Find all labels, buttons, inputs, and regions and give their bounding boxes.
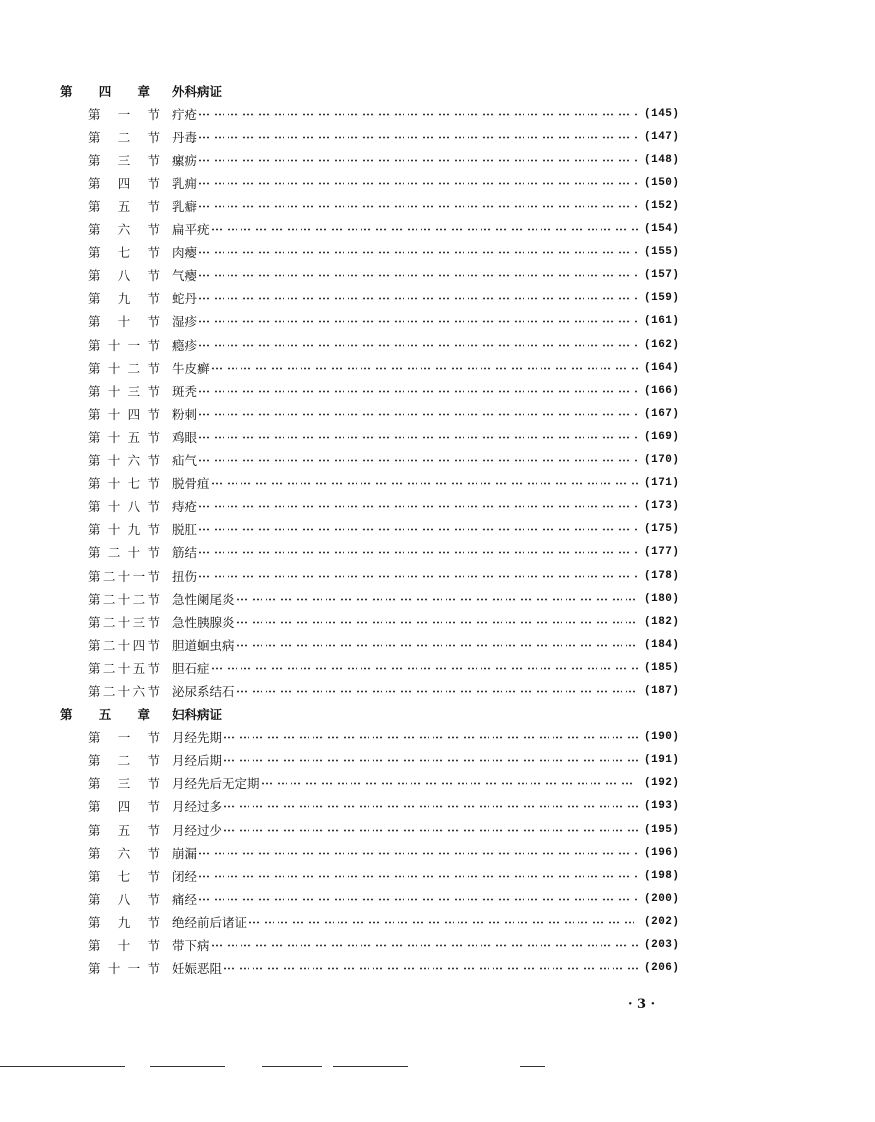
toc-entry	[60, 495, 680, 518]
section-title: 脱肛	[172, 522, 198, 538]
toc-entry	[60, 610, 680, 633]
dot-leader	[198, 434, 638, 440]
toc-entry	[60, 449, 680, 472]
section-page-number: (147)	[644, 130, 680, 143]
section-label: 第八节	[88, 891, 160, 907]
section-label: 第六节	[88, 222, 160, 238]
section-title: 月经先后无定期	[172, 776, 260, 792]
section-label: 第十六节	[88, 453, 160, 469]
dot-leader	[236, 596, 638, 602]
section-page-number: (148)	[644, 153, 680, 166]
scan-artifact-line	[150, 1066, 225, 1067]
section-title: 筋结	[172, 545, 198, 561]
section-page-number: (206)	[644, 962, 680, 975]
section-title: 鸡眼	[172, 429, 198, 445]
dot-leader	[198, 549, 638, 555]
section-label: 第二十四节	[88, 637, 160, 653]
section-page-number: (177)	[644, 546, 680, 559]
toc-entry	[60, 194, 680, 217]
dot-leader	[198, 342, 638, 348]
chapter-title: 妇科病证	[172, 707, 223, 723]
toc-entry	[60, 656, 680, 679]
chapter-heading	[60, 79, 680, 102]
section-title: 痛经	[172, 891, 198, 907]
toc-entry	[60, 379, 680, 402]
section-label: 第二十五节	[88, 660, 160, 676]
section-label: 第二十一节	[88, 568, 160, 584]
section-page-number: (192)	[644, 777, 680, 790]
dot-leader	[236, 642, 638, 648]
section-label: 第五节	[88, 199, 160, 215]
scan-artifact-line	[520, 1066, 545, 1067]
section-title: 疝气	[172, 453, 198, 469]
chapter-title: 外科病证	[172, 83, 223, 99]
section-label: 第二十节	[88, 545, 160, 561]
section-label: 第四节	[88, 799, 160, 815]
section-title: 丹毒	[172, 129, 198, 145]
dot-leader	[198, 503, 638, 509]
section-label: 第二十二节	[88, 591, 160, 607]
section-label: 第十节	[88, 314, 160, 330]
dot-leader	[198, 411, 638, 417]
section-page-number: (184)	[644, 638, 680, 651]
section-page-number: (182)	[644, 615, 680, 628]
toc-entry	[60, 402, 680, 425]
table-of-contents	[60, 79, 680, 980]
section-page-number: (155)	[644, 246, 680, 259]
section-title: 蛇丹	[172, 291, 198, 307]
section-page-number: (185)	[644, 661, 680, 674]
section-title: 乳癖	[172, 199, 198, 215]
toc-entry	[60, 887, 680, 910]
section-page-number: (203)	[644, 939, 680, 952]
toc-entry	[60, 218, 680, 241]
section-page-number: (159)	[644, 292, 680, 305]
section-title: 瘰疬	[172, 152, 198, 168]
dot-leader	[211, 226, 638, 232]
dot-leader	[211, 942, 638, 948]
section-title: 斑秃	[172, 383, 198, 399]
dot-leader	[248, 919, 638, 925]
dot-leader	[223, 827, 638, 833]
section-label: 第三节	[88, 776, 160, 792]
toc-entry	[60, 795, 680, 818]
toc-entry	[60, 472, 680, 495]
section-title: 妊娠恶阻	[172, 961, 223, 977]
section-page-number: (191)	[644, 754, 680, 767]
toc-entry	[60, 679, 680, 702]
section-page-number: (157)	[644, 269, 680, 282]
dot-leader	[223, 734, 638, 740]
dot-leader	[211, 665, 638, 671]
section-page-number: (164)	[644, 361, 680, 374]
section-title: 粉刺	[172, 406, 198, 422]
dot-leader	[198, 388, 638, 394]
toc-entry	[60, 518, 680, 541]
section-title: 扭伤	[172, 568, 198, 584]
section-label: 第二节	[88, 129, 160, 145]
section-title: 急性阑尾炎	[172, 591, 235, 607]
section-page-number: (173)	[644, 500, 680, 513]
section-label: 第十四节	[88, 406, 160, 422]
section-label: 第二十六节	[88, 683, 160, 699]
dot-leader	[198, 896, 638, 902]
toc-entry	[60, 864, 680, 887]
section-label: 第十五节	[88, 429, 160, 445]
section-label: 第一节	[88, 730, 160, 746]
dot-leader	[198, 457, 638, 463]
section-page-number: (178)	[644, 569, 680, 582]
section-page-number: (180)	[644, 592, 680, 605]
dot-leader	[236, 688, 638, 694]
section-label: 第四节	[88, 175, 160, 191]
page-number: · 3 ·	[628, 997, 656, 1012]
section-page-number: (171)	[644, 477, 680, 490]
section-label: 第七节	[88, 245, 160, 261]
toc-entry	[60, 125, 680, 148]
section-page-number: (167)	[644, 407, 680, 420]
dot-leader	[198, 157, 638, 163]
dot-leader	[198, 134, 638, 140]
section-label: 第十一节	[88, 337, 160, 353]
section-page-number: (145)	[644, 107, 680, 120]
section-label: 第一节	[88, 106, 160, 122]
section-page-number: (170)	[644, 454, 680, 467]
dot-leader	[198, 318, 638, 324]
section-title: 痔疮	[172, 499, 198, 515]
section-title: 胆石症	[172, 660, 210, 676]
scan-artifact-line	[333, 1066, 408, 1067]
section-title: 绝经前后诸证	[172, 914, 248, 930]
section-title: 牛皮癣	[172, 360, 210, 376]
toc-entry	[60, 425, 680, 448]
toc-entry	[60, 749, 680, 772]
toc-entry	[60, 241, 680, 264]
toc-entry	[60, 356, 680, 379]
section-page-number: (169)	[644, 430, 680, 443]
toc-entry	[60, 148, 680, 171]
toc-entry	[60, 541, 680, 564]
section-title: 脱骨疽	[172, 476, 210, 492]
dot-leader	[223, 965, 638, 971]
section-label: 第九节	[88, 291, 160, 307]
section-title: 肉瘿	[172, 245, 198, 261]
section-label: 第十一节	[88, 961, 160, 977]
chapter-label: 第四章	[60, 83, 150, 99]
section-page-number: (166)	[644, 384, 680, 397]
section-label: 第三节	[88, 152, 160, 168]
dot-leader	[211, 365, 638, 371]
section-label: 第二节	[88, 753, 160, 769]
toc-entry	[60, 102, 680, 125]
section-label: 第十八节	[88, 499, 160, 515]
toc-entry	[60, 818, 680, 841]
section-label: 第十三节	[88, 383, 160, 399]
section-label: 第十节	[88, 938, 160, 954]
section-title: 月经过少	[172, 822, 223, 838]
section-label: 第十九节	[88, 522, 160, 538]
section-title: 气瘿	[172, 268, 198, 284]
section-title: 乳痈	[172, 175, 198, 191]
toc-entry	[60, 264, 680, 287]
dot-leader	[198, 873, 638, 879]
section-page-number: (162)	[644, 338, 680, 351]
scan-artifact-line	[262, 1066, 322, 1067]
section-page-number: (152)	[644, 200, 680, 213]
section-title: 月经后期	[172, 753, 223, 769]
section-label: 第二十三节	[88, 614, 160, 630]
dot-leader	[198, 180, 638, 186]
section-page-number: (195)	[644, 823, 680, 836]
section-title: 急性胰腺炎	[172, 614, 235, 630]
section-label: 第九节	[88, 914, 160, 930]
section-page-number: (202)	[644, 915, 680, 928]
section-title: 泌尿系结石	[172, 683, 235, 699]
section-page-number: (150)	[644, 176, 680, 189]
toc-entry	[60, 333, 680, 356]
dot-leader	[198, 573, 638, 579]
toc-entry	[60, 841, 680, 864]
toc-entry	[60, 910, 680, 933]
toc-entry	[60, 957, 680, 980]
section-page-number: (198)	[644, 869, 680, 882]
scan-artifact-line	[0, 1066, 125, 1067]
dot-leader	[198, 111, 638, 117]
section-page-number: (187)	[644, 684, 680, 697]
section-label: 第十二节	[88, 360, 160, 376]
section-title: 带下病	[172, 938, 210, 954]
dot-leader	[198, 249, 638, 255]
toc-entry	[60, 633, 680, 656]
section-title: 胆道蛔虫病	[172, 637, 235, 653]
toc-entry	[60, 933, 680, 956]
dot-leader	[198, 295, 638, 301]
section-page-number: (196)	[644, 846, 680, 859]
dot-leader	[211, 480, 638, 486]
section-page-number: (193)	[644, 800, 680, 813]
toc-entry	[60, 772, 680, 795]
section-title: 扁平疣	[172, 222, 210, 238]
section-label: 第八节	[88, 268, 160, 284]
section-page-number: (154)	[644, 223, 680, 236]
toc-entry	[60, 587, 680, 610]
section-page-number: (200)	[644, 892, 680, 905]
toc-entry	[60, 287, 680, 310]
section-page-number: (190)	[644, 731, 680, 744]
chapter-label: 第五章	[60, 707, 150, 723]
section-page-number: (175)	[644, 523, 680, 536]
section-title: 瘾疹	[172, 337, 198, 353]
section-title: 月经过多	[172, 799, 223, 815]
section-title: 疔疮	[172, 106, 198, 122]
section-label: 第五节	[88, 822, 160, 838]
toc-entry	[60, 310, 680, 333]
dot-leader	[198, 272, 638, 278]
toc-entry	[60, 726, 680, 749]
section-title: 湿疹	[172, 314, 198, 330]
dot-leader	[198, 203, 638, 209]
dot-leader	[236, 619, 638, 625]
dot-leader	[198, 850, 638, 856]
section-label: 第七节	[88, 868, 160, 884]
section-title: 闭经	[172, 868, 198, 884]
section-label: 第十七节	[88, 476, 160, 492]
dot-leader	[198, 526, 638, 532]
chapter-heading	[60, 703, 680, 726]
section-title: 崩漏	[172, 845, 198, 861]
toc-entry	[60, 564, 680, 587]
dot-leader	[223, 757, 638, 763]
section-title: 月经先期	[172, 730, 223, 746]
dot-leader	[223, 803, 638, 809]
toc-entry	[60, 171, 680, 194]
section-label: 第六节	[88, 845, 160, 861]
dot-leader	[261, 780, 638, 786]
section-page-number: (161)	[644, 315, 680, 328]
